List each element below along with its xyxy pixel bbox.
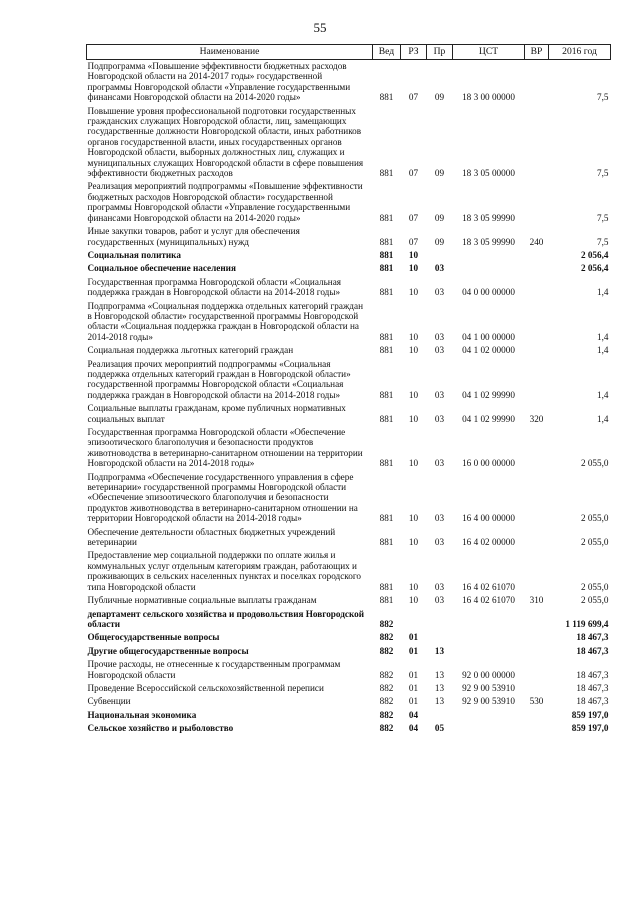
cell-vr xyxy=(525,722,549,735)
cell-ved: 881 xyxy=(379,345,394,356)
cell-name: Государственная программа Новгородской области «Социальная поддержка граждан в Новгородской области на 2014-2018 годы» xyxy=(87,276,342,298)
cell-rz: 10 xyxy=(408,263,419,274)
cell-name: Подпрограмма «Социальная поддержка отдельных категорий граждан в Новгородской области» государственной программы Новгородской области «Социальная поддержка граждан в Новгородской области на 2014-2018 годы» xyxy=(87,300,363,342)
table-row xyxy=(87,471,611,526)
cell-name: Публичные нормативные социальные выплаты гражданам xyxy=(87,595,317,606)
table-row xyxy=(87,105,611,181)
cell-pr xyxy=(427,249,453,262)
cell-name: Другие общегосударственные вопросы xyxy=(87,645,249,656)
cell-name: департамент сельского хозяйства и продовольствия Новгородской области xyxy=(87,608,365,629)
cell-rz: 07 xyxy=(408,168,419,179)
cell-pr: 03 xyxy=(434,595,445,606)
cell-pr: 03 xyxy=(434,537,445,548)
table-row xyxy=(87,608,611,632)
cell-cst: 92 0 00 00000 xyxy=(462,669,515,680)
cell-name: Сельское хозяйство и рыболовство xyxy=(87,723,234,734)
cell-vr xyxy=(525,631,549,644)
cell-amount: 859 197,0 xyxy=(571,723,609,734)
table-header-row xyxy=(87,45,611,60)
cell-rz: 10 xyxy=(408,458,419,469)
cell-pr: 03 xyxy=(434,513,445,524)
cell-vr xyxy=(525,344,549,357)
table-row xyxy=(87,344,611,357)
cell-pr: 03 xyxy=(434,263,445,274)
table-row xyxy=(87,300,611,345)
cell-ved: 881 xyxy=(379,287,394,298)
cell-pr: 03 xyxy=(434,287,445,298)
cell-amount: 18 467,3 xyxy=(576,632,609,643)
cell-cst: 92 9 00 53910 xyxy=(462,682,515,693)
header-year: 2016 год xyxy=(549,45,611,60)
cell-rz: 10 xyxy=(408,249,419,260)
cell-ved: 881 xyxy=(379,581,394,592)
cell-amount: 2 055,0 xyxy=(580,537,609,548)
cell-amount: 2 055,0 xyxy=(580,595,609,606)
table-body xyxy=(87,60,611,736)
cell-vr xyxy=(525,526,549,550)
cell-ved: 882 xyxy=(379,618,394,629)
cell-ved: 881 xyxy=(379,537,394,548)
cell-rz: 10 xyxy=(408,345,419,356)
cell-pr: 09 xyxy=(434,168,445,179)
table-row xyxy=(87,658,611,682)
cell-vr xyxy=(525,682,549,695)
cell-vr xyxy=(525,549,549,594)
cell-pr: 03 xyxy=(434,581,445,592)
cell-vr: 310 xyxy=(529,595,544,606)
cell-name: Прочие расходы, не отнесенные к государственным программам Новгородской области xyxy=(87,659,341,680)
table-row xyxy=(87,276,611,300)
cell-pr: 03 xyxy=(434,389,445,400)
cell-amount: 859 197,0 xyxy=(571,709,609,720)
cell-name: Повышение уровня профессиональной подготовки государственных гражданских служащих Новгородской области, лиц, замещающих государственные должности Новгородской области, иных работников органов государственной власти, иных государственных органов Новгородской области, выборных должностных лиц, служащих и муниципальных служащих Новгородской области в сфере повышения эффективности бюджетных расходов xyxy=(87,105,364,179)
cell-rz: 01 xyxy=(408,682,419,693)
table-row xyxy=(87,594,611,607)
cell-amount: 2 055,0 xyxy=(580,581,609,592)
cell-cst xyxy=(453,645,525,658)
cell-vr: 320 xyxy=(529,413,544,424)
cell-amount: 7,5 xyxy=(597,236,609,247)
cell-ved: 881 xyxy=(379,92,394,103)
budget-table xyxy=(86,44,611,736)
header-rz: РЗ xyxy=(401,45,427,60)
header-name: Наименование xyxy=(87,45,373,60)
cell-cst: 18 3 05 99990 xyxy=(462,236,515,247)
cell-amount: 1,4 xyxy=(597,413,609,424)
cell-name: Государственная программа Новгородской области «Обеспечение эпизоотического благополучия и безопасности продуктов животноводства в ветеринарно-санитарном отношении на территории Новгородской области на 2014-2018 годы» xyxy=(87,427,363,469)
cell-amount: 2 056,4 xyxy=(580,249,609,260)
page-number: 55 xyxy=(313,20,327,35)
table-row xyxy=(87,645,611,658)
cell-cst: 04 1 02 99990 xyxy=(462,389,515,400)
cell-vr xyxy=(525,60,549,105)
table-row xyxy=(87,631,611,644)
cell-cst: 18 3 05 99990 xyxy=(462,212,515,223)
table-row xyxy=(87,695,611,708)
cell-cst: 16 0 00 00000 xyxy=(462,458,515,469)
cell-vr xyxy=(525,709,549,722)
cell-cst: 16 4 00 00000 xyxy=(462,513,515,524)
cell-name: Общегосударственные вопросы xyxy=(87,632,220,643)
cell-ved: 882 xyxy=(379,645,394,656)
cell-cst: 04 1 00 00000 xyxy=(462,331,515,342)
cell-amount: 2 055,0 xyxy=(580,458,609,469)
table-row xyxy=(87,358,611,403)
cell-ved: 881 xyxy=(379,413,394,424)
cell-ved: 881 xyxy=(379,236,394,247)
cell-name: Социальное обеспечение населения xyxy=(87,263,236,274)
header-vr: ВР xyxy=(525,45,549,60)
cell-ved: 882 xyxy=(379,682,394,693)
cell-cst xyxy=(453,262,525,275)
table-row xyxy=(87,402,611,426)
cell-vr xyxy=(525,180,549,225)
cell-ved: 881 xyxy=(379,168,394,179)
cell-cst xyxy=(453,631,525,644)
cell-pr: 03 xyxy=(434,458,445,469)
table-row xyxy=(87,426,611,471)
cell-ved: 881 xyxy=(379,263,394,274)
cell-vr xyxy=(525,249,549,262)
cell-cst: 04 1 02 99990 xyxy=(462,413,515,424)
cell-ved: 881 xyxy=(379,249,394,260)
cell-pr: 13 xyxy=(434,682,445,693)
cell-ved: 882 xyxy=(379,709,394,720)
cell-amount: 2 056,4 xyxy=(580,263,609,274)
cell-ved: 881 xyxy=(379,595,394,606)
table-row xyxy=(87,225,611,249)
cell-pr: 09 xyxy=(434,236,445,247)
cell-ved: 881 xyxy=(379,513,394,524)
cell-name: Иные закупки товаров, работ и услуг для обеспечения государственных (муниципальных) нужд xyxy=(87,226,300,247)
cell-amount: 1,4 xyxy=(597,331,609,342)
cell-cst: 16 4 02 61070 xyxy=(462,581,515,592)
cell-amount: 18 467,3 xyxy=(576,682,609,693)
cell-name: Реализация прочих мероприятий подпрограммы «Социальная поддержка отдельных категорий граждан в Новгородской области» государственной программы Новгородской области «Социальная поддержка граждан в Новгородской области на 2014-2018 годы» xyxy=(87,358,351,400)
cell-rz: 10 xyxy=(408,287,419,298)
cell-pr: 09 xyxy=(434,212,445,223)
cell-ved: 882 xyxy=(379,723,394,734)
cell-pr xyxy=(427,709,453,722)
cell-name: Предоставление мер социальной поддержки по оплате жилья и коммунальных услуг отдельным категориям граждан, работающих и проживающих в сельских населенных пунктах и поселках городского типа Новгородской области xyxy=(87,550,362,592)
cell-ved: 881 xyxy=(379,331,394,342)
table-row xyxy=(87,722,611,735)
cell-amount: 7,5 xyxy=(597,168,609,179)
cell-rz: 01 xyxy=(408,632,419,643)
cell-rz: 04 xyxy=(408,709,419,720)
cell-vr xyxy=(525,658,549,682)
cell-amount: 7,5 xyxy=(597,92,609,103)
cell-name: Подпрограмма «Обеспечение государственного управления в сфере ветеринарии» государственной программы Новгородской области «Обеспечение эпизоотического благополучия и безопасности продуктов животноводства в ветеринарно-санитарном отношении на территории Новгородской области на 2014-2018 годы» xyxy=(87,471,358,524)
cell-vr xyxy=(525,300,549,345)
cell-pr xyxy=(427,631,453,644)
table-row xyxy=(87,549,611,594)
cell-amount: 18 467,3 xyxy=(576,696,609,707)
cell-amount: 18 467,3 xyxy=(576,645,609,656)
cell-cst: 16 4 02 61070 xyxy=(462,595,515,606)
cell-cst xyxy=(453,249,525,262)
header-ved: Вед xyxy=(373,45,401,60)
cell-cst: 18 3 05 00000 xyxy=(462,168,515,179)
cell-rz: 01 xyxy=(408,645,419,656)
cell-ved: 882 xyxy=(379,669,394,680)
cell-amount: 1,4 xyxy=(597,287,609,298)
cell-vr: 530 xyxy=(529,696,544,707)
cell-cst xyxy=(453,722,525,735)
cell-amount: 2 055,0 xyxy=(580,513,609,524)
cell-name: Субвенции xyxy=(87,696,131,707)
cell-ved: 881 xyxy=(379,458,394,469)
cell-name: Проведение Всероссийской сельскохозяйственной переписи xyxy=(87,682,324,693)
cell-rz: 10 xyxy=(408,537,419,548)
cell-amount: 1,4 xyxy=(597,345,609,356)
cell-rz: 04 xyxy=(408,723,419,734)
cell-name: Социальная политика xyxy=(87,249,181,260)
cell-ved: 881 xyxy=(379,389,394,400)
cell-amount: 1 119 699,4 xyxy=(565,618,609,629)
cell-vr xyxy=(525,608,549,632)
cell-cst xyxy=(453,709,525,722)
cell-rz: 07 xyxy=(408,212,419,223)
cell-ved: 881 xyxy=(379,212,394,223)
cell-vr xyxy=(525,645,549,658)
cell-rz: 10 xyxy=(408,595,419,606)
cell-vr xyxy=(525,262,549,275)
cell-cst xyxy=(453,608,525,632)
cell-vr: 240 xyxy=(529,236,544,247)
header-cst: ЦСТ xyxy=(453,45,525,60)
cell-pr: 13 xyxy=(434,645,445,656)
cell-rz: 10 xyxy=(408,331,419,342)
table-row xyxy=(87,60,611,105)
table-row xyxy=(87,709,611,722)
cell-name: Социальная поддержка льготных категорий граждан xyxy=(87,345,294,356)
cell-rz: 10 xyxy=(408,513,419,524)
cell-rz xyxy=(401,608,427,632)
cell-rz: 01 xyxy=(408,669,419,680)
cell-cst: 18 3 00 00000 xyxy=(462,92,515,103)
cell-amount: 18 467,3 xyxy=(576,669,609,680)
table-row xyxy=(87,249,611,262)
cell-pr: 03 xyxy=(434,413,445,424)
table-row xyxy=(87,262,611,275)
cell-name: Реализация мероприятий подпрограммы «Повышение эффективности бюджетных расходов Новгородской области» государственной программы Новгородской области «Управление государственными финансами Новгородской области на 2014-2020 годы» xyxy=(87,181,363,223)
cell-name: Национальная экономика xyxy=(87,709,197,720)
cell-amount: 1,4 xyxy=(597,389,609,400)
table-row xyxy=(87,682,611,695)
cell-cst: 16 4 02 00000 xyxy=(462,537,515,548)
cell-name: Социальные выплаты гражданам, кроме публичных нормативных социальных выплат xyxy=(87,403,346,424)
cell-pr: 03 xyxy=(434,331,445,342)
cell-vr xyxy=(525,105,549,181)
cell-pr xyxy=(427,608,453,632)
cell-rz: 07 xyxy=(408,236,419,247)
cell-name: Подпрограмма «Повышение эффективности бюджетных расходов Новгородской области на 2014-2017 годы» государственной программы Новгородской области «Управление государственными финансами Новгородской области на 2014-2020 годы» xyxy=(87,61,351,103)
cell-pr: 05 xyxy=(434,723,445,734)
cell-ved: 882 xyxy=(379,696,394,707)
cell-rz: 10 xyxy=(408,581,419,592)
cell-cst: 04 0 00 00000 xyxy=(462,287,515,298)
cell-rz: 07 xyxy=(408,92,419,103)
cell-vr xyxy=(525,358,549,403)
cell-ved: 882 xyxy=(379,632,394,643)
cell-rz: 10 xyxy=(408,413,419,424)
cell-vr xyxy=(525,276,549,300)
cell-cst: 04 1 02 00000 xyxy=(462,345,515,356)
cell-pr: 03 xyxy=(434,345,445,356)
cell-rz: 01 xyxy=(408,696,419,707)
cell-pr: 09 xyxy=(434,92,445,103)
cell-cst: 92 9 00 53910 xyxy=(462,696,515,707)
cell-amount: 7,5 xyxy=(597,212,609,223)
header-pr: Пр xyxy=(427,45,453,60)
table-row xyxy=(87,526,611,550)
cell-pr: 13 xyxy=(434,669,445,680)
cell-rz: 10 xyxy=(408,389,419,400)
cell-pr: 13 xyxy=(434,696,445,707)
cell-vr xyxy=(525,426,549,471)
cell-vr xyxy=(525,471,549,526)
table-row xyxy=(87,180,611,225)
cell-name: Обеспечение деятельности областных бюджетных учреждений ветеринарии xyxy=(87,526,336,548)
